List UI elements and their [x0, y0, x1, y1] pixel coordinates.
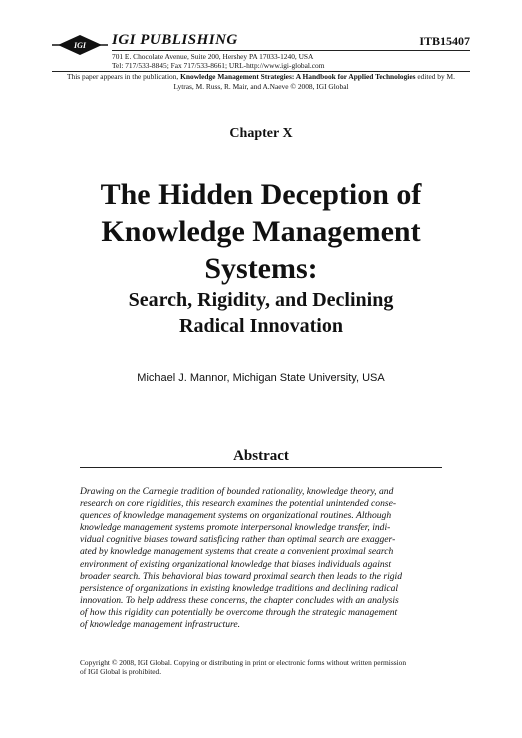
copyright-line: of IGI Global is prohibited.: [80, 667, 162, 677]
abstract-heading: Abstract: [233, 448, 289, 464]
igi-logo: [52, 34, 108, 56]
abstract-line: research on core rigidities, this research examines the potential unintended conse-: [80, 498, 397, 510]
copyright-notice: [80, 658, 442, 677]
abstract-body: [80, 486, 442, 631]
abstract-line: ated by knowledge management systems that create a convenient proximal search: [80, 546, 394, 558]
abstract-line: broader search. This behavioral bias toward proximal search then leads to the rigid: [80, 570, 402, 582]
publication-notice: [60, 72, 462, 91]
notice-prefix: This paper appears in the publication,: [67, 72, 179, 81]
publisher-address: 701 E. Chocolate Avenue, Suite 200, Hershey PA 17033-1240, USA: [112, 52, 314, 61]
paper-title: [40, 176, 482, 287]
author-affiliation: Michael J. Mannor, Michigan State University, USA: [137, 372, 385, 384]
abstract-line: environment of existing organizational knowledge that biases individuals against: [80, 558, 392, 570]
title-line: Knowledge Management: [101, 215, 421, 248]
abstract-line: of knowledge management infrastructure.: [80, 619, 241, 631]
publisher-name: IGI PUBLISHING: [112, 32, 238, 48]
abstract-line: quences of knowledge management systems on organizational routines. Although: [80, 510, 392, 522]
chapter-number: Chapter X: [229, 126, 293, 141]
paper-subtitle: [40, 287, 482, 339]
publication-title: Knowledge Management Strategies: A Handbook for Applied Technologies: [180, 72, 416, 81]
copyright-line: Copyright © 2008, IGI Global. Copying or distributing in print or electronic forms without written permission: [80, 658, 407, 667]
header-rule: [112, 50, 470, 51]
publisher-contact: Tel: 717/533-8845; Fax 717/533-8661; URL-http://www.igi-global.com: [112, 61, 325, 70]
title-line: Systems:: [204, 252, 318, 285]
abstract-line: innovation. To help address these concerns, the chapter concludes with an analysis: [80, 594, 399, 606]
abstract-line: persistence of organizations in existing knowledge traditions and declining radical: [80, 582, 399, 594]
logo-text: IGI: [73, 41, 87, 50]
document-id: ITB15407: [419, 34, 470, 48]
subtitle-line: Search, Rigidity, and Declining: [128, 289, 394, 311]
title-line: The Hidden Deception of: [100, 178, 422, 211]
notice-suffix: edited by M. Lytras, M. Russ, R. Mair, and A.Naeve © 2008, IGI Global: [173, 72, 455, 91]
abstract-rule: [80, 467, 442, 468]
abstract-line: Drawing on the Carnegie tradition of bounded rationality, knowledge theory, and: [80, 486, 394, 497]
abstract-line: knowledge management systems promote interpersonal knowledge transfer, indi-: [80, 522, 391, 534]
abstract-line: of how this rigidity can potentially be overcome through the strategic management: [80, 606, 398, 618]
abstract-line: vidual cognitive biases toward satisficing rather than optimal search are exagger-: [80, 534, 396, 546]
subtitle-line: Radical Innovation: [179, 315, 343, 337]
